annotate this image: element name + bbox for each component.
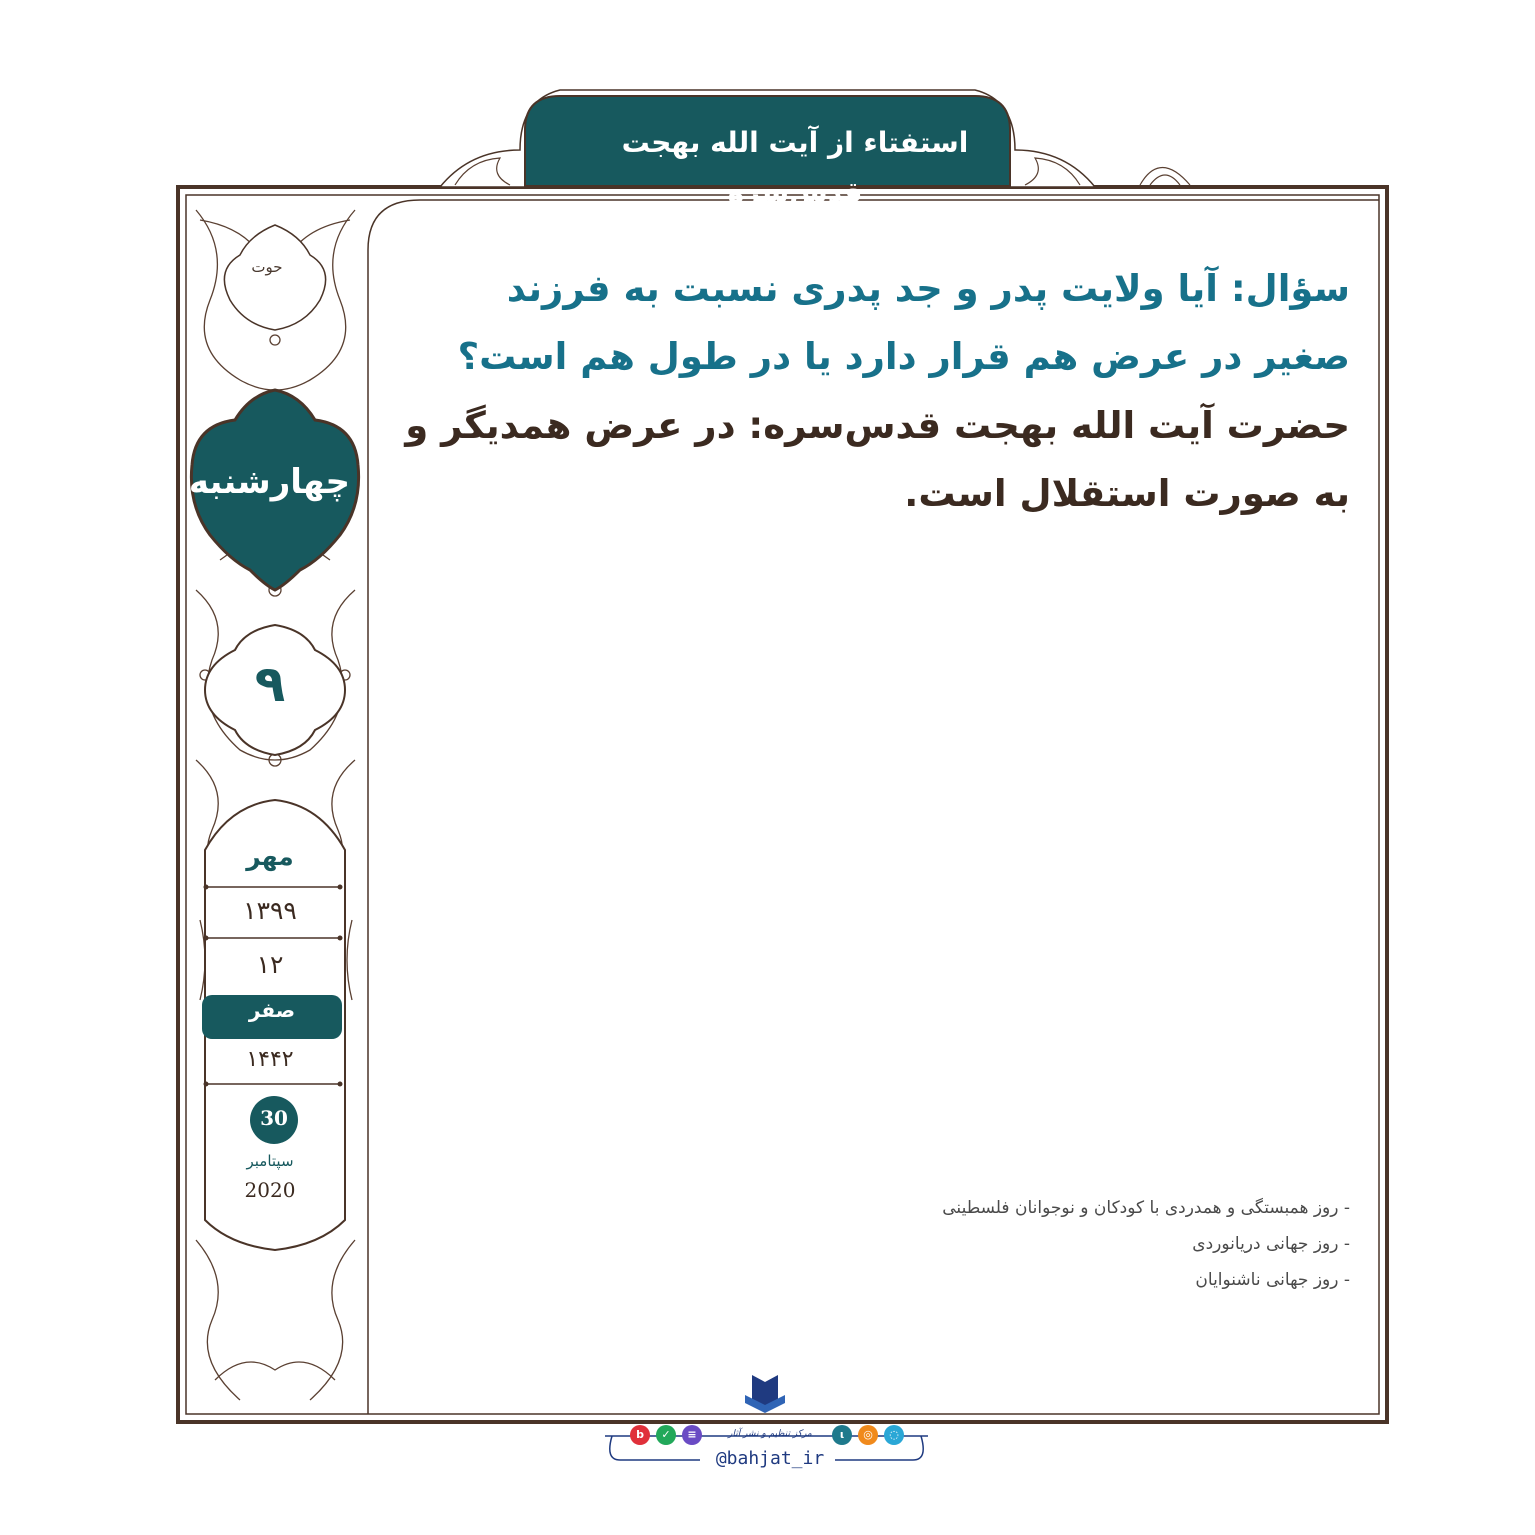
- top-month-label: حوت: [251, 258, 283, 276]
- header-title: استفتاء از آیت الله بهجت قدس‌سره: [621, 126, 969, 209]
- lunar-day: ۱۲: [256, 950, 284, 979]
- footer-org-signature: مرکز تنظیم و نشر آثار: [728, 1429, 812, 1439]
- answer-text: حضرت آیت الله بهجت قدس‌سره: در عرض همدیگر و به صورت استقلال است.: [405, 404, 1350, 515]
- weekday-label: چهارشنبه: [188, 462, 350, 502]
- solar-month: مهر: [246, 842, 294, 871]
- menu-icon[interactable]: ≡: [682, 1425, 702, 1445]
- occasions-list: [800, 1190, 1350, 1298]
- social-icon-red[interactable]: b: [630, 1425, 650, 1445]
- day-number: ۹: [254, 655, 286, 713]
- social-icon-blue[interactable]: ◌: [884, 1425, 904, 1445]
- footer-handle: @bahjat_ir: [715, 1448, 825, 1469]
- gregorian-year: 2020: [244, 1178, 296, 1202]
- list-item: - روز جهانی ناشنوایان: [1195, 1270, 1350, 1290]
- lunar-month: صفر: [248, 998, 296, 1022]
- lunar-year: ۱۴۴۲: [246, 1047, 294, 1072]
- social-icon-teal[interactable]: ι: [832, 1425, 852, 1445]
- question-text: سؤال: آیا ولایت پدر و جد پدری نسبت به فرزند صغیر در عرض هم قرار دارد یا در طول هم است؟: [457, 267, 1350, 378]
- social-icon-orange[interactable]: ◎: [858, 1425, 878, 1445]
- gregorian-day: 30: [260, 1106, 288, 1130]
- list-item: - روز جهانی دریانوردی: [1192, 1234, 1350, 1254]
- check-icon[interactable]: ✓: [656, 1425, 676, 1445]
- solar-year: ۱۳۹۹: [243, 896, 297, 925]
- gregorian-month: سپتامبر: [246, 1152, 294, 1170]
- list-item: - روز همبستگی و همدردی با کودکان و نوجوانان فلسطینی: [942, 1198, 1350, 1218]
